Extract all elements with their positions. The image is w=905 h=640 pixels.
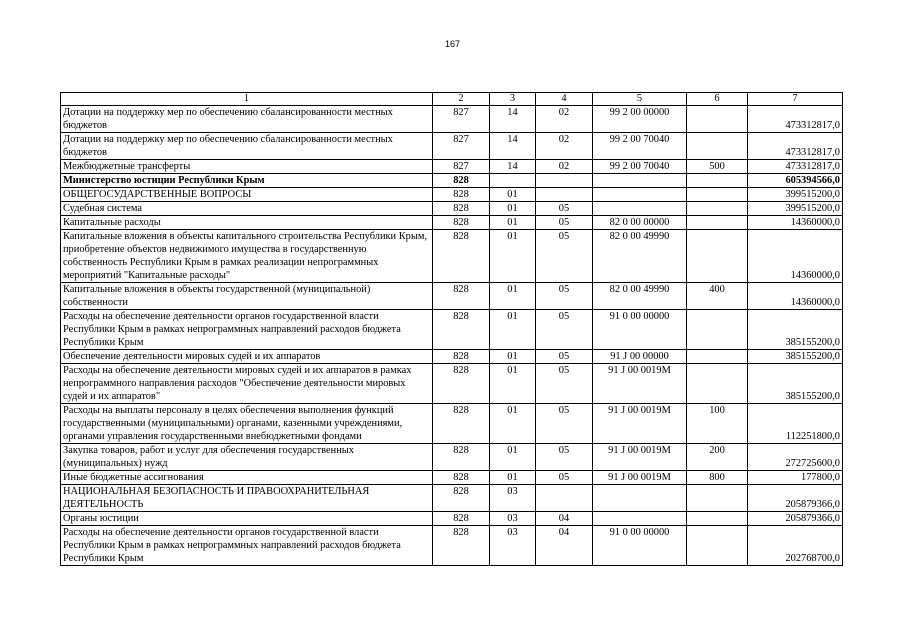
row-name: ОБЩЕГОСУДАРСТВЕННЫЕ ВОПРОСЫ (61, 188, 433, 202)
table-row (61, 283, 843, 310)
row-ministry-code: 828 (433, 174, 490, 188)
table-row (61, 106, 843, 133)
table-row (61, 133, 843, 160)
row-target-article (593, 512, 687, 526)
row-name: Иные бюджетные ассигнования (61, 471, 433, 485)
table-row (61, 471, 843, 485)
row-amount: 112251800,0 (748, 404, 843, 444)
row-target-article: 82 0 00 49990 (593, 230, 687, 283)
table-row (61, 202, 843, 216)
row-ministry-code: 828 (433, 404, 490, 444)
row-amount: 272725600,0 (748, 444, 843, 471)
row-subsection-code (536, 174, 593, 188)
row-subsection-code: 05 (536, 404, 593, 444)
row-target-article (593, 188, 687, 202)
row-target-article: 91 J 00 0019M (593, 444, 687, 471)
row-target-article: 91 J 00 0019M (593, 364, 687, 404)
row-subsection-code: 02 (536, 160, 593, 174)
row-name: Судебная система (61, 202, 433, 216)
row-ministry-code: 828 (433, 216, 490, 230)
row-ministry-code: 828 (433, 444, 490, 471)
row-section-code: 01 (490, 404, 536, 444)
row-amount: 14360000,0 (748, 283, 843, 310)
row-expense-type (687, 512, 748, 526)
column-header: 7 (748, 93, 843, 106)
row-name: Закупка товаров, работ и услуг для обеспечения государственных (муниципальных) нужд (61, 444, 433, 471)
row-target-article (593, 202, 687, 216)
row-section-code: 03 (490, 526, 536, 566)
table-row (61, 364, 843, 404)
row-target-article: 91 J 00 0019M (593, 404, 687, 444)
row-target-article: 99 2 00 00000 (593, 106, 687, 133)
row-name: Межбюджетные трансферты (61, 160, 433, 174)
row-target-article: 91 J 00 00000 (593, 350, 687, 364)
page-number: 167 (444, 39, 461, 49)
row-ministry-code: 827 (433, 160, 490, 174)
table-row (61, 230, 843, 283)
row-section-code: 01 (490, 230, 536, 283)
row-section-code: 14 (490, 133, 536, 160)
row-ministry-code: 828 (433, 350, 490, 364)
row-ministry-code: 828 (433, 485, 490, 512)
column-header: 3 (490, 93, 536, 106)
row-name: Расходы на обеспечение деятельности мировых судей и их аппаратов в рамках непрограммного направления расходов "Обеспечение деятельности мировых судей и их аппаратов" (61, 364, 433, 404)
row-amount: 177800,0 (748, 471, 843, 485)
row-subsection-code: 05 (536, 350, 593, 364)
row-name: Расходы на обеспечение деятельности органов государственной власти Республики Крым в рамках непрограммных направлений расходов бюджета Республики Крым (61, 310, 433, 350)
row-amount: 385155200,0 (748, 310, 843, 350)
row-section-code: 01 (490, 444, 536, 471)
row-ministry-code: 827 (433, 106, 490, 133)
row-ministry-code: 828 (433, 202, 490, 216)
row-target-article (593, 174, 687, 188)
row-section-code: 14 (490, 106, 536, 133)
row-subsection-code: 02 (536, 106, 593, 133)
row-name: НАЦИОНАЛЬНАЯ БЕЗОПАСНОСТЬ И ПРАВООХРАНИТЕЛЬНАЯ ДЕЯТЕЛЬНОСТЬ (61, 485, 433, 512)
row-expense-type (687, 485, 748, 512)
row-amount: 473312817,0 (748, 106, 843, 133)
row-subsection-code: 05 (536, 283, 593, 310)
row-amount: 385155200,0 (748, 350, 843, 364)
table-row (61, 174, 843, 188)
table-row (61, 350, 843, 364)
row-subsection-code: 05 (536, 216, 593, 230)
row-target-article: 82 0 00 49990 (593, 283, 687, 310)
row-expense-type (687, 230, 748, 283)
row-name: Капитальные расходы (61, 216, 433, 230)
row-expense-type: 200 (687, 444, 748, 471)
row-ministry-code: 828 (433, 364, 490, 404)
row-subsection-code: 05 (536, 310, 593, 350)
header-row (61, 93, 843, 106)
row-subsection-code: 05 (536, 230, 593, 283)
row-expense-type (687, 106, 748, 133)
table-row (61, 526, 843, 566)
row-expense-type (687, 364, 748, 404)
row-expense-type (687, 350, 748, 364)
row-target-article (593, 485, 687, 512)
row-subsection-code (536, 485, 593, 512)
row-target-article: 99 2 00 70040 (593, 160, 687, 174)
row-target-article: 91 0 00 00000 (593, 310, 687, 350)
table-row (61, 512, 843, 526)
row-amount: 14360000,0 (748, 216, 843, 230)
column-header: 4 (536, 93, 593, 106)
row-section-code: 03 (490, 485, 536, 512)
row-section-code: 01 (490, 310, 536, 350)
row-subsection-code: 05 (536, 444, 593, 471)
row-subsection-code (536, 188, 593, 202)
row-section-code: 01 (490, 350, 536, 364)
row-ministry-code: 828 (433, 188, 490, 202)
column-header: 5 (593, 93, 687, 106)
table-row (61, 485, 843, 512)
row-section-code (490, 174, 536, 188)
row-name: Расходы на выплаты персоналу в целях обеспечения выполнения функций государственными (муниципальными) органами, казенными учреждениями, органами управления государственными внебюджетными фондами (61, 404, 433, 444)
row-section-code: 03 (490, 512, 536, 526)
row-subsection-code: 05 (536, 471, 593, 485)
column-header: 6 (687, 93, 748, 106)
row-amount: 473312817,0 (748, 160, 843, 174)
row-ministry-code: 828 (433, 230, 490, 283)
row-amount: 385155200,0 (748, 364, 843, 404)
table-row (61, 160, 843, 174)
row-ministry-code: 828 (433, 512, 490, 526)
row-expense-type: 500 (687, 160, 748, 174)
row-amount: 205879366,0 (748, 512, 843, 526)
row-amount: 14360000,0 (748, 230, 843, 283)
row-subsection-code: 04 (536, 512, 593, 526)
table-row (61, 310, 843, 350)
row-expense-type: 800 (687, 471, 748, 485)
table-row (61, 216, 843, 230)
row-target-article: 91 0 00 00000 (593, 526, 687, 566)
row-expense-type (687, 216, 748, 230)
row-name: Органы юстиции (61, 512, 433, 526)
row-amount: 399515200,0 (748, 188, 843, 202)
row-subsection-code: 04 (536, 526, 593, 566)
row-section-code: 01 (490, 202, 536, 216)
row-expense-type (687, 174, 748, 188)
row-ministry-code: 828 (433, 526, 490, 566)
row-amount: 473312817,0 (748, 133, 843, 160)
row-name: Капитальные вложения в объекты капитального строительства Республики Крым, приобретение объектов недвижимого имущества в государственную собственность Республики Крым в рамках реализации непрограммных мероприятий "Капитальные расходы" (61, 230, 433, 283)
row-amount: 202768700,0 (748, 526, 843, 566)
row-expense-type (687, 133, 748, 160)
row-amount: 205879366,0 (748, 485, 843, 512)
budget-table (60, 92, 843, 566)
row-ministry-code: 828 (433, 471, 490, 485)
table-row (61, 188, 843, 202)
column-header: 2 (433, 93, 490, 106)
row-section-code: 01 (490, 188, 536, 202)
row-section-code: 01 (490, 283, 536, 310)
row-name: Расходы на обеспечение деятельности органов государственной власти Республики Крым в рамках непрограммных направлений расходов бюджета Республики Крым (61, 526, 433, 566)
row-subsection-code: 05 (536, 364, 593, 404)
row-section-code: 01 (490, 471, 536, 485)
column-header: 1 (61, 93, 433, 106)
row-expense-type: 400 (687, 283, 748, 310)
row-amount: 399515200,0 (748, 202, 843, 216)
row-target-article: 91 J 00 0019M (593, 471, 687, 485)
row-ministry-code: 828 (433, 283, 490, 310)
row-name: Дотации на поддержку мер по обеспечению сбалансированности местных бюджетов (61, 133, 433, 160)
row-amount: 605394566,0 (748, 174, 843, 188)
table-row (61, 444, 843, 471)
row-ministry-code: 828 (433, 310, 490, 350)
row-name: Капитальные вложения в объекты государственной (муниципальной) собственности (61, 283, 433, 310)
row-target-article: 99 2 00 70040 (593, 133, 687, 160)
row-expense-type (687, 188, 748, 202)
row-section-code: 01 (490, 216, 536, 230)
row-subsection-code: 05 (536, 202, 593, 216)
row-expense-type (687, 526, 748, 566)
row-expense-type (687, 202, 748, 216)
row-section-code: 01 (490, 364, 536, 404)
row-name: Министерство юстиции Республики Крым (61, 174, 433, 188)
row-section-code: 14 (490, 160, 536, 174)
table-row (61, 404, 843, 444)
row-subsection-code: 02 (536, 133, 593, 160)
row-target-article: 82 0 00 00000 (593, 216, 687, 230)
row-name: Дотации на поддержку мер по обеспечению сбалансированности местных бюджетов (61, 106, 433, 133)
row-ministry-code: 827 (433, 133, 490, 160)
row-name: Обеспечение деятельности мировых судей и их аппаратов (61, 350, 433, 364)
row-expense-type (687, 310, 748, 350)
row-expense-type: 100 (687, 404, 748, 444)
